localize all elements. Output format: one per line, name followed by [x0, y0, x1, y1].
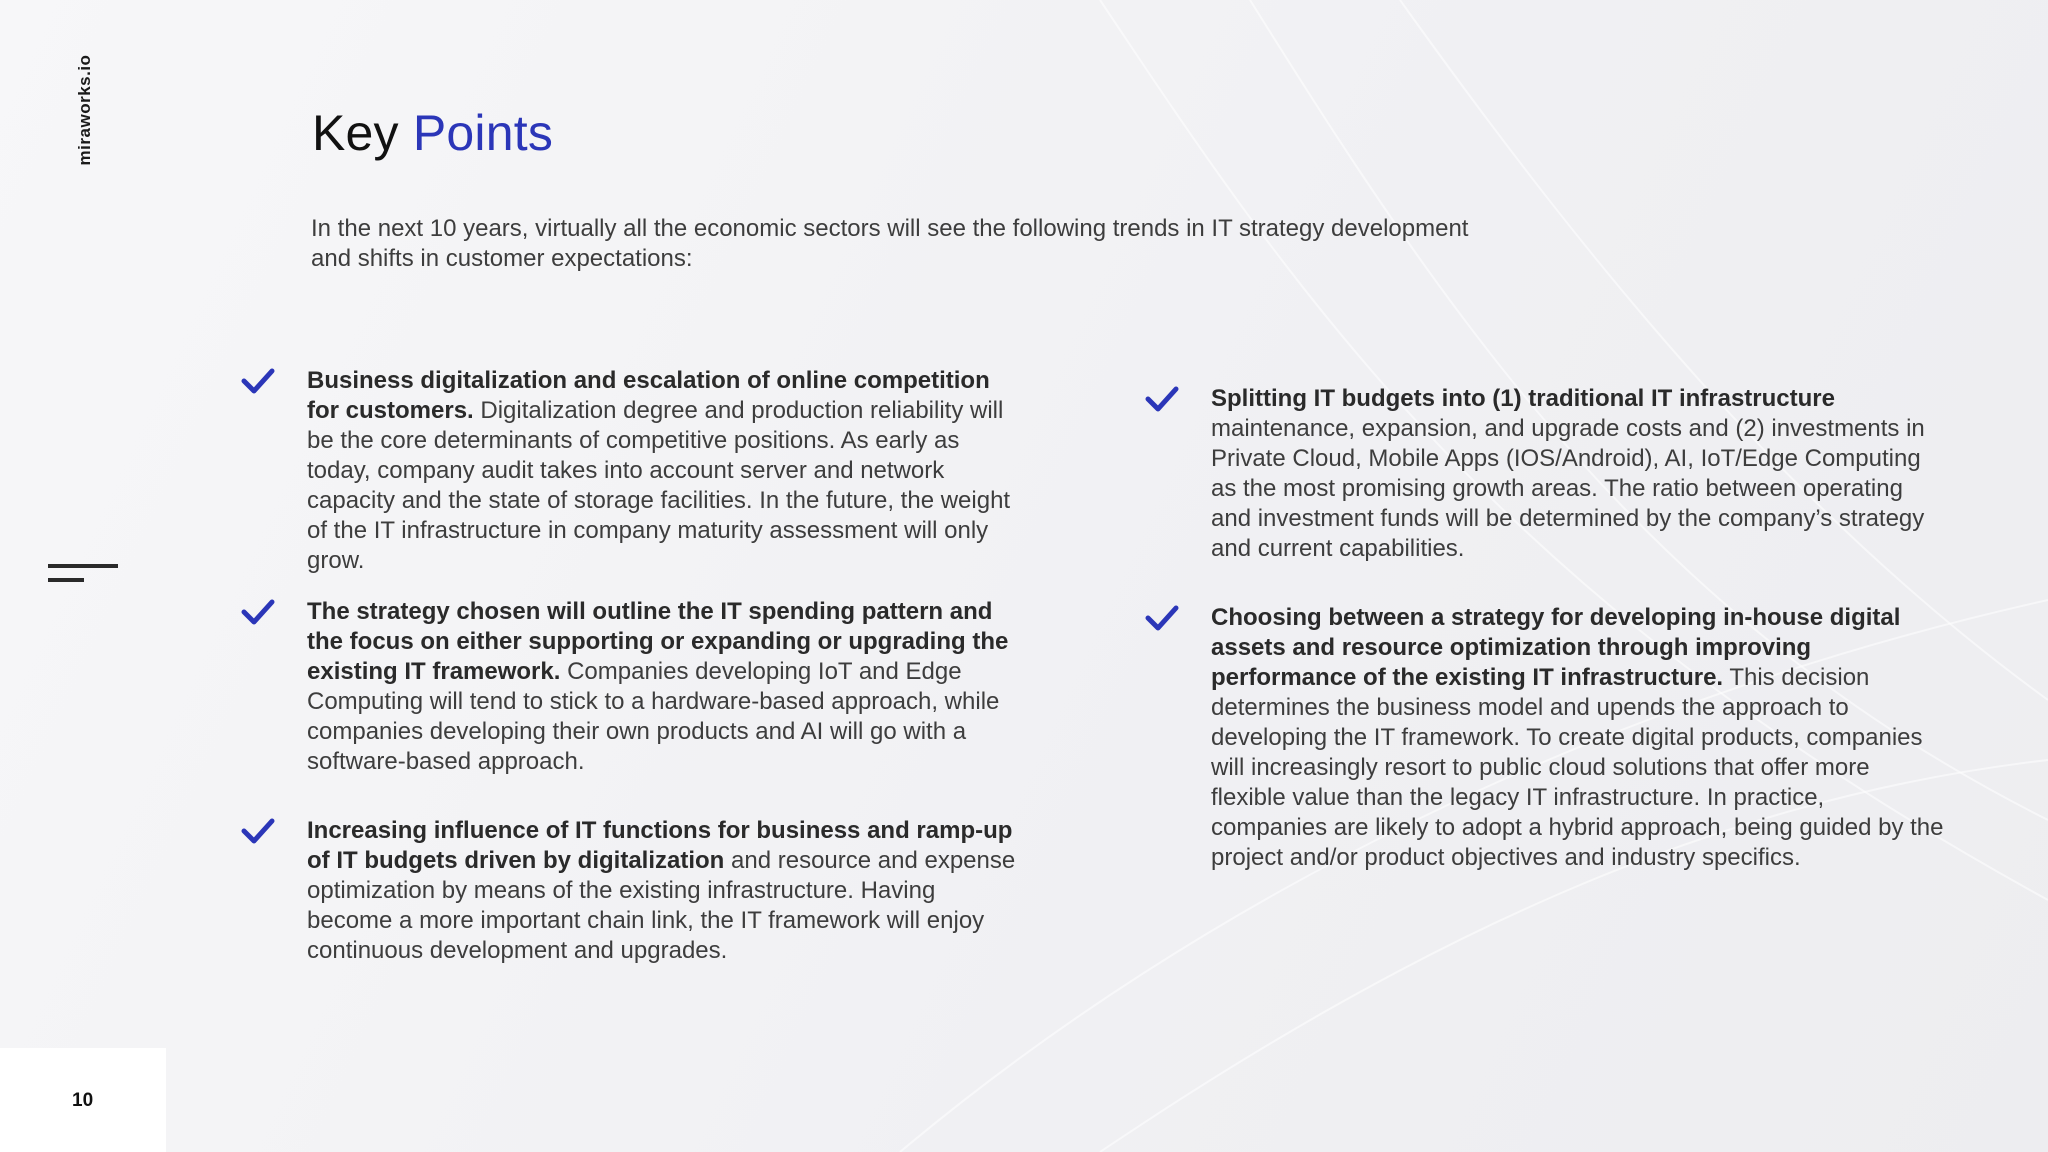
title-part-key: Key: [312, 105, 399, 161]
key-point-text: [1211, 384, 1945, 564]
intro-line-1: In the next 10 years, virtually all the economic sectors will see the following trends in IT strategy development: [311, 215, 1469, 242]
check-icon: [241, 366, 275, 396]
decorative-line-short: [48, 578, 84, 582]
key-point-body: Companies developing IoT and Edge Computing will tend to stick to a hardware-based approach, while companies developing their own products and AI will go with a software-based approach.: [307, 658, 1000, 775]
key-point-body: and resource and expense optimization by means of the existing infrastructure. Having become a more important chain link, the IT framework will enjoy continuous development and upgrades.: [307, 847, 1016, 964]
title-part-points: Points: [412, 105, 554, 161]
key-point-bold: The strategy chosen will outline the IT spending pattern and the focus on either supporting or expanding or upgrading the existing IT framework.: [307, 598, 1009, 685]
key-point-text: [307, 816, 1021, 966]
key-point-text: [1211, 603, 1945, 873]
page-title: [312, 104, 553, 162]
key-point-bold: Choosing between a strategy for developing in-house digital assets and resource optimization through improving performance of the existing IT infrastructure.: [1211, 604, 1901, 691]
decorative-lines: [48, 564, 120, 586]
key-point-body: maintenance, expansion, and upgrade costs and (2) investments in Private Cloud, Mobile Apps (IOS/Android), AI, IoT/Edge Computing as the most promising growth areas. The ratio between operating and investment funds will be determined by the company’s strategy and current capabilities.: [1211, 415, 1925, 562]
key-point-text: [307, 366, 1021, 576]
decorative-line-long: [48, 564, 118, 568]
check-icon: [1145, 603, 1179, 633]
check-icon: [1145, 384, 1179, 414]
page-number: 10: [72, 1090, 94, 1111]
key-point-bold: Business digitalization and escalation of online competition for customers.: [307, 367, 990, 424]
intro-line-2: and shifts in customer expectations:: [311, 245, 693, 272]
check-icon: [241, 597, 275, 627]
page-number-box: [0, 1048, 166, 1152]
intro-paragraph: [311, 214, 1571, 274]
key-point-body: Digitalization degree and production reliability will be the core determinants of competitive positions. As early as today, company audit takes into account server and network capacity and the state of storage facilities. In the future, the weight of the IT infrastructure in company maturity assessment will only grow.: [307, 397, 1011, 574]
check-icon: [241, 816, 275, 846]
key-point-bold: Splitting IT budgets into (1) traditional IT infrastructure: [1211, 385, 1835, 412]
key-point-text: [307, 597, 1021, 777]
key-point-bold: Increasing influence of IT functions for business and ramp-up of IT budgets driven by digitalization: [307, 817, 1013, 874]
brand-label: [74, 50, 96, 170]
brand-text: miraworks.io: [75, 54, 94, 166]
key-point-body: This decision determines the business model and upends the approach to developing the IT framework. To create digital products, companies will increasingly resort to public cloud solutions that offer more flexible value than the legacy IT infrastructure. In practice, companies are likely to adopt a hybrid approach, being guided by the project and/or product objectives and industry specifics.: [1211, 664, 1944, 871]
